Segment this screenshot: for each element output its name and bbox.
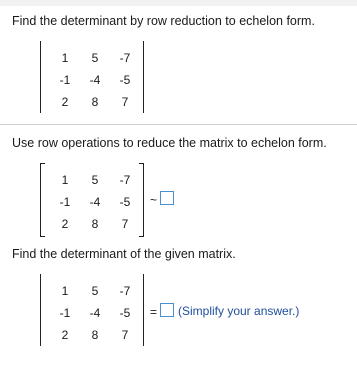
matrix-cell: -1 xyxy=(59,73,71,87)
matrix-cell: -7 xyxy=(119,51,131,65)
matrix-cell: 5 xyxy=(91,173,99,187)
determinant-matrix-final xyxy=(40,274,144,346)
matrix-cell: 5 xyxy=(91,284,99,298)
matrix-cell: -4 xyxy=(89,306,101,320)
matrix-cell: 5 xyxy=(91,51,99,65)
matrix-cell: 7 xyxy=(121,217,129,231)
equals-symbol: = xyxy=(150,305,158,319)
matrix-cell: -5 xyxy=(119,73,131,87)
determinant-matrix xyxy=(40,41,144,113)
matrix-cell: 2 xyxy=(61,217,69,231)
matrix-cell: 1 xyxy=(61,173,69,187)
determinant-answer-box[interactable] xyxy=(160,303,174,317)
matrix-cell: 7 xyxy=(121,95,129,109)
left-bracket xyxy=(40,163,45,237)
matrix-cell: -4 xyxy=(89,73,101,87)
left-bar xyxy=(40,274,41,346)
matrix-cell: 1 xyxy=(61,284,69,298)
tilde-symbol: ~ xyxy=(150,193,158,207)
matrix-cell: -5 xyxy=(119,306,131,320)
matrix-cell: -4 xyxy=(89,195,101,209)
matrix-cell: 8 xyxy=(91,95,99,109)
bracket-matrix xyxy=(40,163,144,235)
echelon-answer-box[interactable] xyxy=(160,191,174,205)
matrix-cell: -5 xyxy=(119,195,131,209)
header-strip xyxy=(0,0,357,6)
matrix-cell: 8 xyxy=(91,328,99,342)
determinant-prompt: Find the determinant of the given matrix. xyxy=(12,247,236,261)
section-divider xyxy=(0,124,357,125)
right-bar xyxy=(143,274,144,346)
question-prompt: Find the determinant by row reduction to echelon form. xyxy=(12,14,315,28)
matrix-cell: -7 xyxy=(119,173,131,187)
matrix-cell: -7 xyxy=(119,284,131,298)
matrix-cell: -1 xyxy=(59,306,71,320)
matrix-cell: -1 xyxy=(59,195,71,209)
simplify-hint: (Simplify your answer.) xyxy=(178,304,300,318)
matrix-cell: 1 xyxy=(61,51,69,65)
matrix-cell: 2 xyxy=(61,328,69,342)
left-bar xyxy=(40,41,41,113)
reduce-prompt: Use row operations to reduce the matrix to echelon form. xyxy=(12,136,327,150)
matrix-cell: 2 xyxy=(61,95,69,109)
matrix-cell: 7 xyxy=(121,328,129,342)
matrix-cell: 8 xyxy=(91,217,99,231)
right-bar xyxy=(143,41,144,113)
